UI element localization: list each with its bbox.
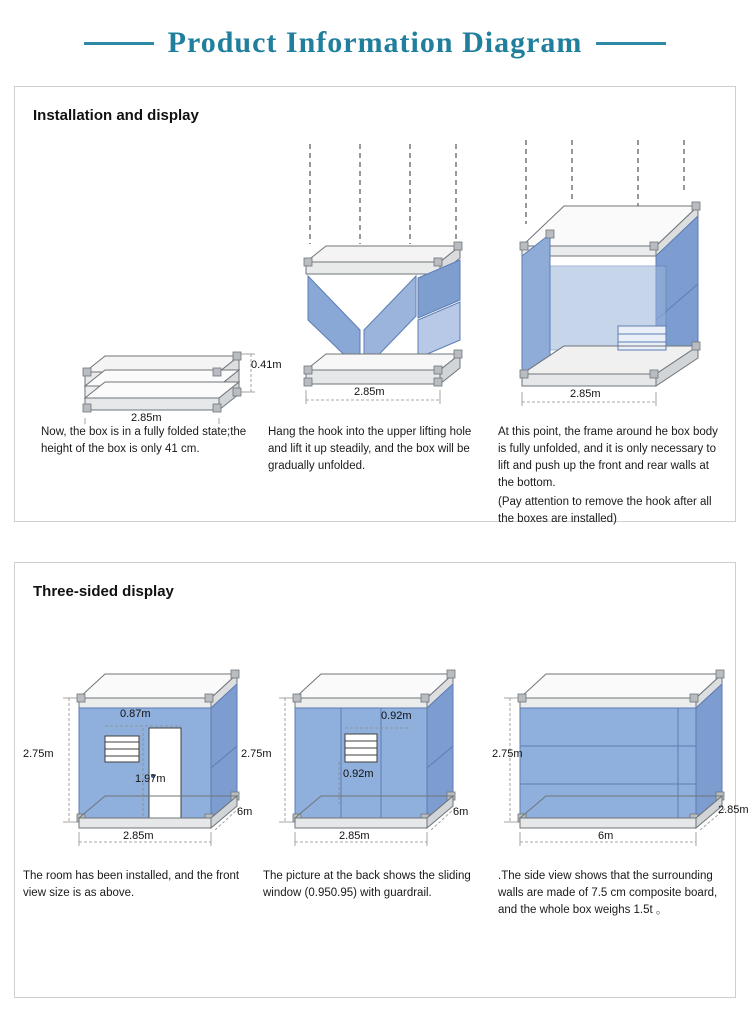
caption-step-2: Hang the hook into the upper lifting hole and lift it up steadily, and the box will be gradually unfolded. [268, 426, 472, 472]
dim-step2-width: 2.85m [354, 386, 385, 398]
caption-view-1: The room has been installed, and the front view size is as above. [23, 870, 240, 899]
panel-three-sided-display [14, 562, 749, 998]
three-sided-view-3 [490, 618, 749, 919]
caption-view-3: .The side view shows that the surrounding walls are made of 7.5 cm composite board, and the whole box weighs 1.5t 。 [498, 870, 718, 916]
installation-step-3 [490, 134, 735, 528]
figure-folded-box [23, 134, 282, 424]
header-rule-right [596, 42, 666, 45]
panel-title-installation: Installation and display [33, 107, 199, 124]
dim-view2-depth: 6m [453, 806, 469, 818]
dim-view1-height: 2.75m [23, 748, 54, 760]
dim-view1-depth: 6m [237, 806, 253, 818]
caption-step-3-note: (Pay attention to remove the hook after all the boxes are installed) [498, 496, 712, 525]
figure-side-view [492, 618, 749, 868]
dim-view2-window-width: 0.92m [381, 710, 412, 722]
three-sided-views [15, 618, 749, 919]
dim-view2-window-height: 0.92m [343, 768, 374, 780]
dim-view1-door-height: 1.97m [135, 773, 166, 785]
panel-installation-and-display [14, 86, 736, 525]
installation-step-2 [260, 134, 490, 528]
page-title: Product Information Diagram [167, 26, 583, 59]
figure-unfolding-box [268, 134, 482, 424]
dim-step3-width: 2.85m [570, 388, 601, 400]
dim-view3-height: 2.75m [492, 748, 523, 760]
dim-view3-width: 6m [598, 830, 614, 842]
figure-back-view [241, 618, 482, 868]
figure-unfolded-box [498, 134, 727, 424]
figure-front-view [23, 618, 253, 868]
dim-view3-depth: 2.85m [718, 804, 749, 816]
header-rule-left [84, 42, 154, 45]
dim-view2-height: 2.75m [241, 748, 272, 760]
panel-title-three-sided: Three-sided display [33, 583, 174, 600]
installation-steps [15, 134, 735, 528]
dim-view2-width: 2.85m [339, 830, 370, 842]
three-sided-view-2 [241, 618, 490, 919]
dim-step1-width: 2.85m [131, 412, 162, 424]
installation-step-1 [15, 134, 282, 528]
dim-view1-width: 2.85m [123, 830, 154, 842]
page-header [0, 0, 750, 74]
caption-view-2: The picture at the back shows the sliding window (0.950.95) with guardrail. [263, 870, 471, 899]
caption-step-1: Now, the box is in a fully folded state;the height of the box is only 41 cm. [41, 426, 247, 455]
caption-step-3: At this point, the frame around he box body is fully unfolded, and it is only necessary to lift and push up the front and rear walls at the bottom. [498, 426, 718, 489]
dim-view1-door-width: 0.87m [120, 708, 151, 720]
three-sided-view-1 [15, 618, 255, 919]
dim-step1-height: 0.41m [251, 359, 282, 371]
